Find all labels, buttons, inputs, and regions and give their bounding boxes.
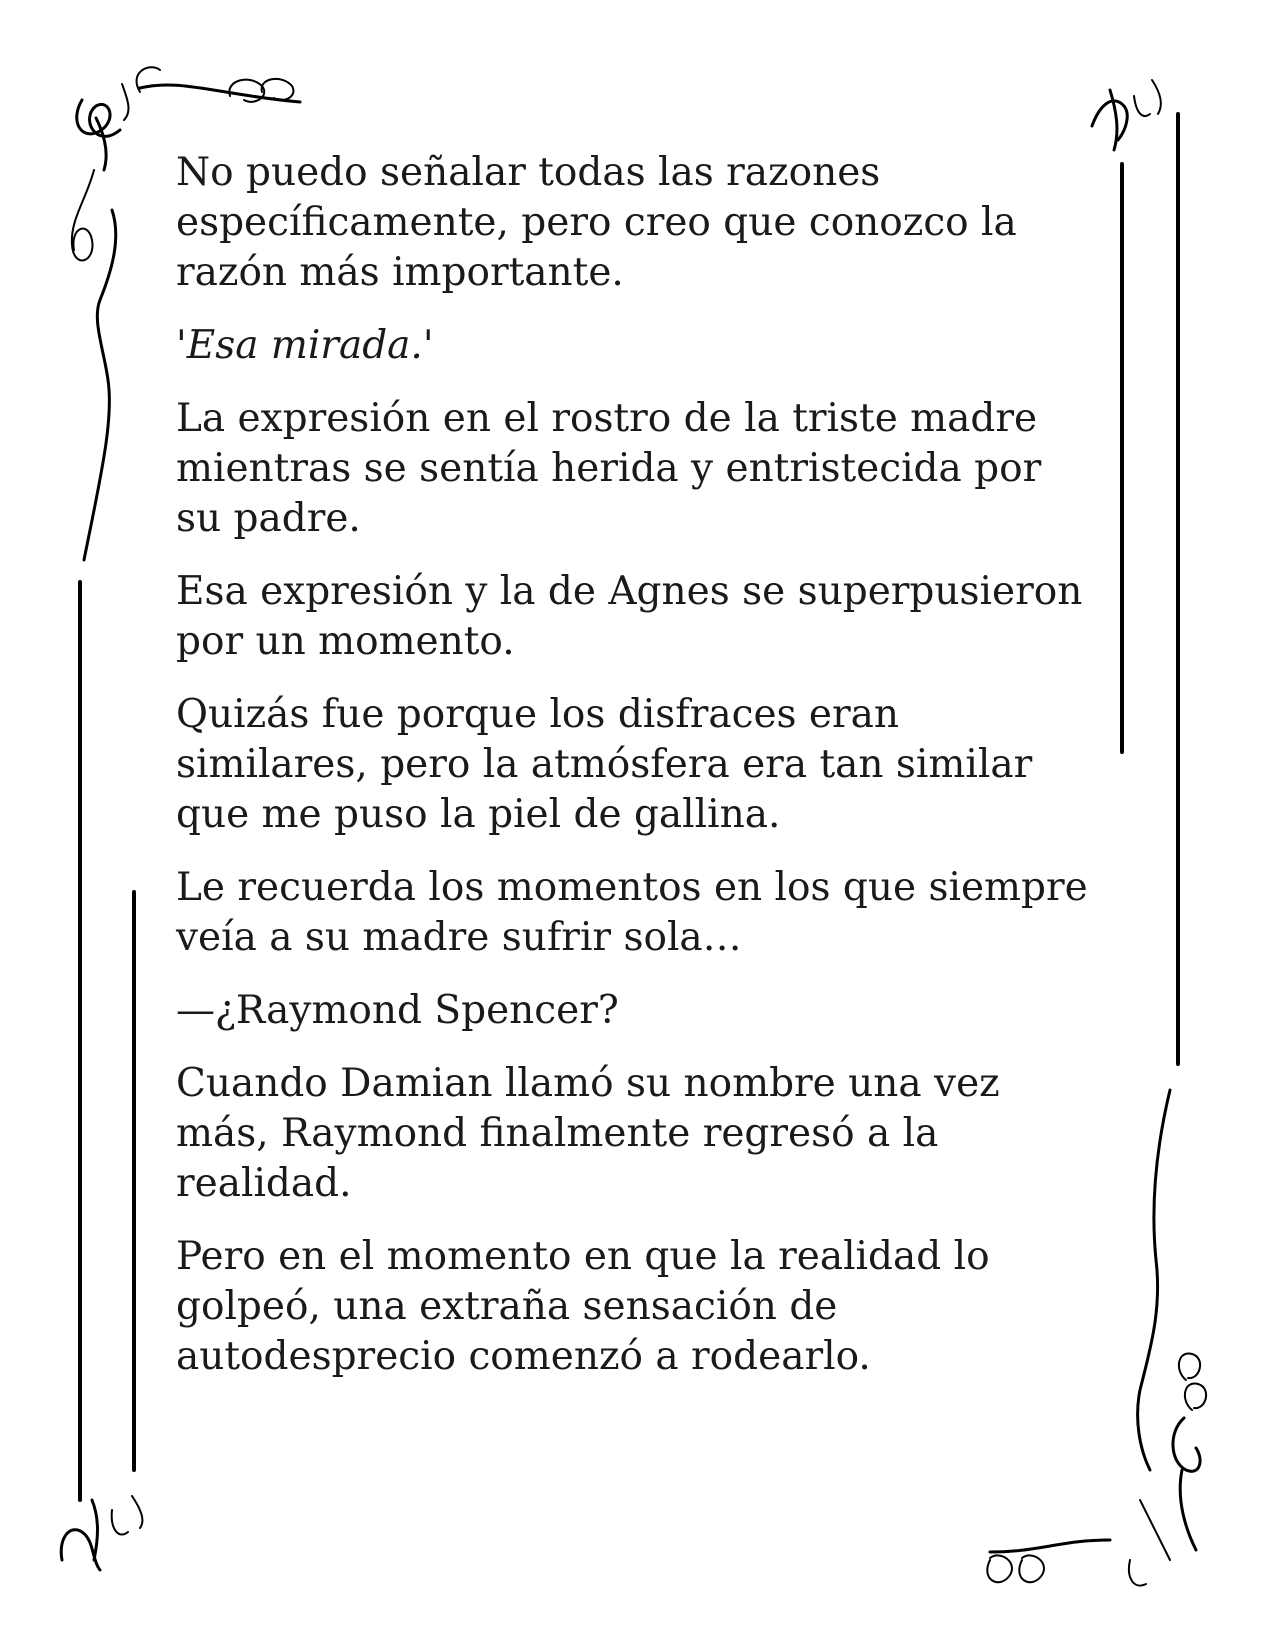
top-right-flourish-icon bbox=[1092, 80, 1161, 150]
paragraph-italic: 'Esa mirada.' bbox=[176, 323, 434, 368]
dialogue-line: —¿Raymond Spencer? bbox=[176, 988, 619, 1033]
paragraph: Le recuerda los momentos en los que siempre veía a su madre sufrir sola… bbox=[176, 865, 1088, 960]
paragraph: Esa expresión y la de Agnes se superpusieron por un momento. bbox=[176, 569, 1083, 664]
paragraph: No puedo señalar todas las razones específicamente, pero creo que conozco la razón más importante. bbox=[176, 150, 1017, 295]
paragraph: Quizás fue porque los disfraces eran similares, pero la atmósfera era tan similar que me puso la piel de gallina. bbox=[176, 692, 1033, 837]
paragraph: Pero en el momento en que la realidad lo golpeó, una extraña sensación de autodesprecio comenzó a rodearlo. bbox=[176, 1234, 990, 1379]
body-text bbox=[176, 148, 1096, 1405]
bottom-left-flourish-icon bbox=[61, 1496, 142, 1570]
paragraph: La expresión en el rostro de la triste madre mientras se sentía herida y entristecida por su padre. bbox=[176, 396, 1042, 541]
paragraph: Cuando Damian llamó su nombre una vez más, Raymond finalmente regresó a la realidad. bbox=[176, 1061, 1000, 1206]
